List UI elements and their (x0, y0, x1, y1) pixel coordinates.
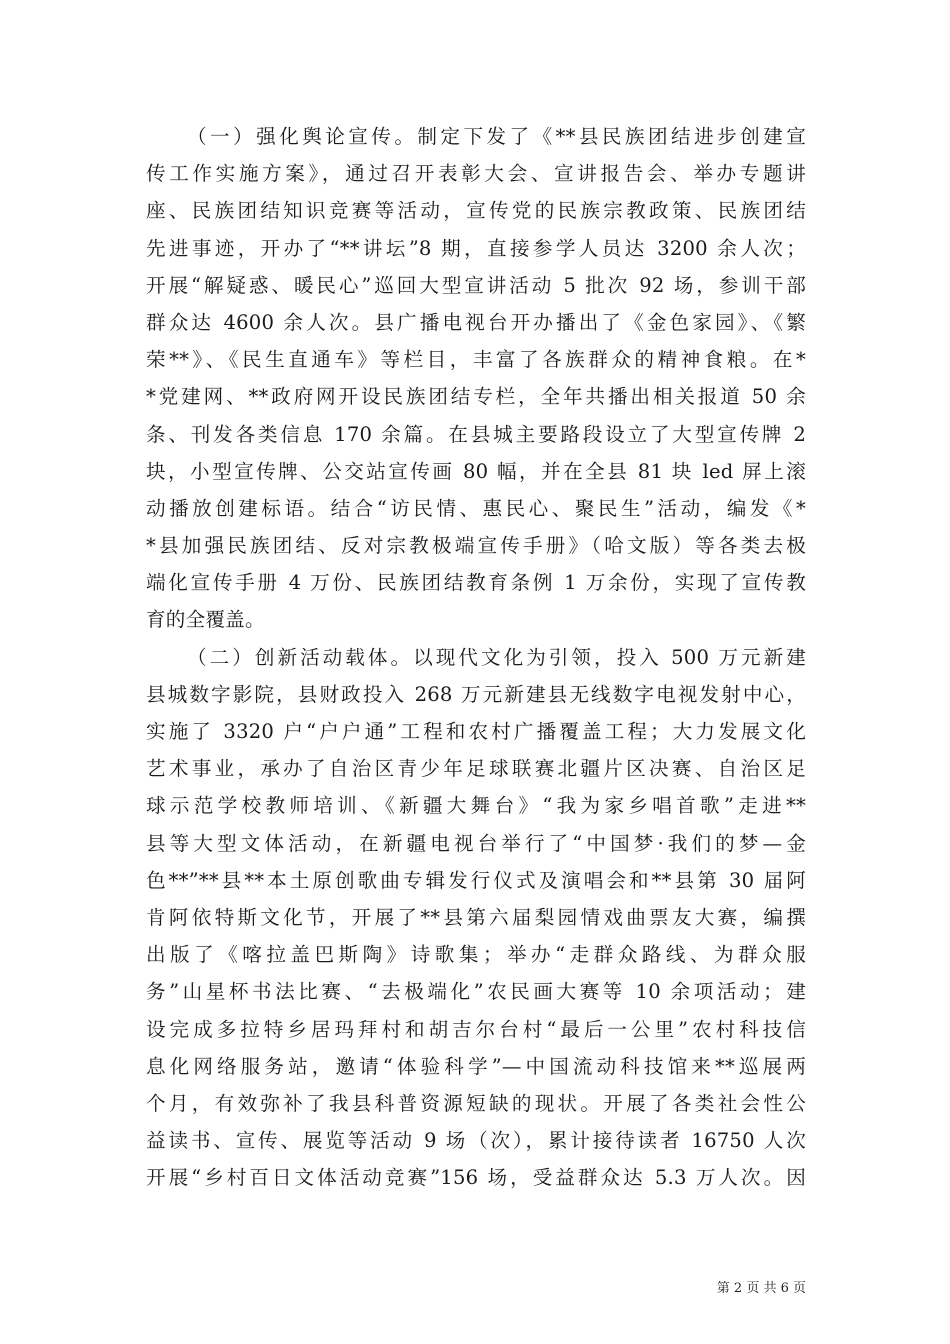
text-line: 块，小型宣传牌、公交站宣传画 80 幅，并在全县 81 块 led 屏上滚 (146, 459, 806, 483)
text-line: 开展“解疑惑、暖民心”巡回大型宣讲活动 5 批次 92 场，参训干部 (146, 273, 806, 297)
text-line: 端化宣传手册 4 万份、民族团结教育条例 1 万余份，实现了宣传教 (146, 571, 806, 595)
text-line: 座、民族团结知识竞赛等活动，宣传党的民族宗教政策、民族团结 (146, 199, 806, 223)
text-line: 传工作实施方案》，通过召开表彰大会、宣讲报告会、举办专题讲 (146, 162, 806, 186)
text-line: （二）创新活动载体。以现代文化为引领，投入 500 万元新建 (187, 645, 806, 669)
text-line: 条、刊发各类信息 170 余篇。在县城主要路段设立了大型宣传牌 2 (146, 422, 806, 446)
text-line: 色**”**县**本土原创歌曲专辑发行仪式及演唱会和**县第 30 届阿 (146, 868, 806, 892)
text-line: 育的全覆盖。 (146, 608, 265, 632)
text-line: 县等大型文体活动，在新疆电视台举行了“中国梦·我们的梦—金 (146, 831, 806, 855)
text-line: 艺术事业，承办了自治区青少年足球联赛北疆片区决赛、自治区足 (146, 757, 806, 781)
text-line: *党建网、**政府网开设民族团结专栏，全年共播出相关报道 50 余 (146, 385, 806, 409)
text-line: 出版了《喀拉盖巴斯陶》诗歌集；举办“走群众路线、为群众服 (146, 943, 806, 967)
text-line: 先进事迹，开办了“**讲坛”8 期，直接参学人员达 3200 余人次； (146, 236, 806, 260)
text-line: 肯阿依特斯文化节，开展了**县第六届梨园情戏曲票友大赛，编撰 (146, 905, 806, 929)
text-line: 务”山星杯书法比赛、“去极端化”农民画大赛等 10 余项活动；建 (146, 980, 806, 1004)
text-line: 个月，有效弥补了我县科普资源短缺的现状。开展了各类社会性公 (146, 1091, 806, 1115)
text-line: *县加强民族团结、反对宗教极端宣传手册》（哈文版）等各类去极 (146, 534, 806, 558)
text-line: 动播放创建标语。结合“访民情、惠民心、聚民生”活动，编发《* (146, 496, 806, 520)
text-line: 设完成多拉特乡居玛拜村和胡吉尔台村“最后一公里”农村科技信 (146, 1017, 806, 1041)
paragraph-publicity (146, 118, 806, 639)
page-number: 第 2 页 共 6 页 (716, 1281, 806, 1296)
text-line: （一）强化舆论宣传。制定下发了《**县民族团结进步创建宣 (187, 125, 806, 148)
text-line: 荣**》、《民生直通车》等栏目，丰富了各族群众的精神食粮。在* (146, 348, 806, 372)
text-line: 球示范学校教师培训、《新疆大舞台》“我为家乡唱首歌”走进** (146, 794, 806, 818)
text-line: 群众达 4600 余人次。县广播电视台开办播出了《金色家园》、《繁 (146, 310, 806, 334)
text-line: 县城数字影院，县财政投入 268 万元新建县无线数字电视发射中心， (146, 682, 806, 706)
paragraph-activities (146, 639, 806, 1197)
page-footer (0, 1277, 950, 1301)
text-line: 开展“乡村百日文体活动竞赛”156 场，受益群众达 5.3 万人次。因 (146, 1166, 806, 1190)
text-line: 息化网络服务站，邀请“体验科学”—中国流动科技馆来**巡展两 (146, 1054, 806, 1078)
text-line: 益读书、宣传、展览等活动 9 场（次），累计接待读者 16750 人次 (146, 1129, 806, 1153)
text-line: 实施了 3320 户“户户通”工程和农村广播覆盖工程；大力发展文化 (146, 720, 806, 743)
document-body (146, 118, 806, 1196)
